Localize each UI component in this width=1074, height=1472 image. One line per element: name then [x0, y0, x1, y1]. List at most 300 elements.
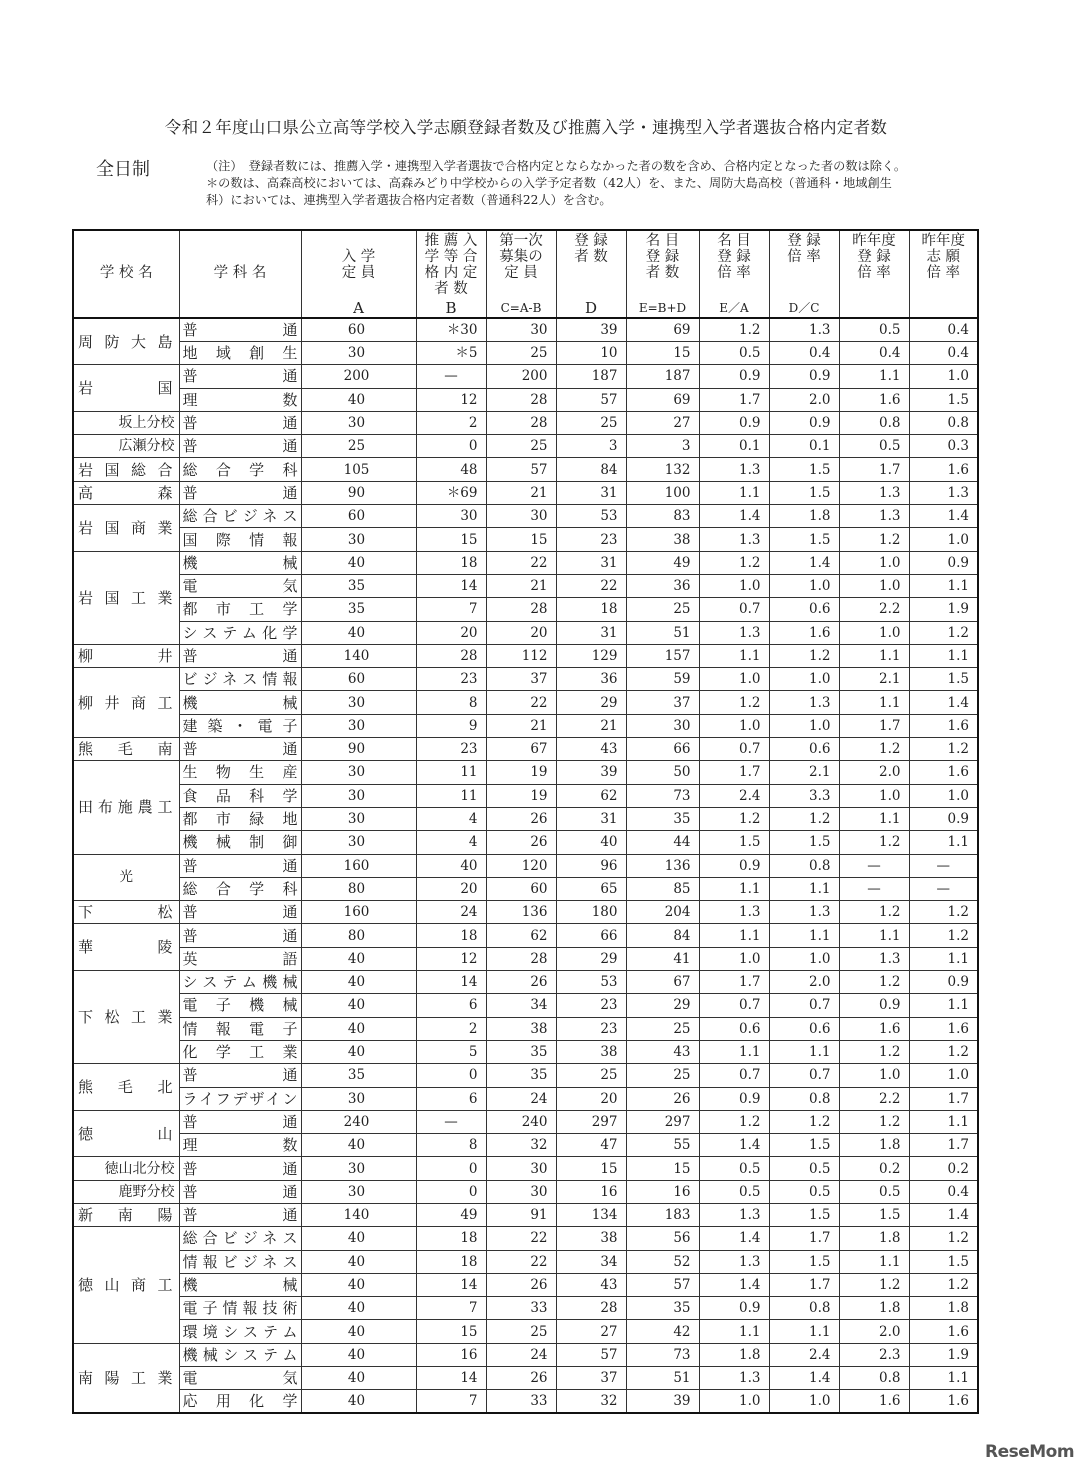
cell-value: 1.1	[909, 1110, 978, 1133]
cell-value: 36	[626, 574, 699, 597]
cell-value: 10	[556, 342, 626, 365]
cell-value: 19	[486, 761, 556, 784]
cell-value: 73	[626, 1343, 699, 1366]
cell-value: 1.7	[909, 1134, 978, 1157]
course-name: 普通	[179, 365, 301, 388]
cell-value: 1.6	[909, 1320, 978, 1343]
header-line: 学 等 合	[424, 249, 478, 265]
cell-value: 59	[626, 668, 699, 691]
cell-value: 30	[301, 691, 416, 714]
cell-value: 83	[626, 505, 699, 528]
cell-value: 7	[416, 1297, 486, 1320]
table-row	[73, 481, 978, 504]
header-line	[78, 233, 175, 249]
cell-value: 18	[556, 598, 626, 621]
cell-value: 1.3	[699, 1367, 769, 1390]
note-line: （注） 登録者数には、推薦入学・連携型入学者選抜で合格内定とならなかった者の数を含め、合格内定となった者の数は除く。	[206, 159, 907, 173]
cell-value: 28	[486, 598, 556, 621]
cell-value: 1.2	[909, 901, 978, 924]
cell-value: 240	[301, 1110, 416, 1133]
cell-value: 1.0	[699, 1390, 769, 1414]
cell-value: 21	[556, 714, 626, 737]
cell-value: 1.6	[769, 621, 839, 644]
cell-value: 240	[486, 1110, 556, 1133]
cell-value: 1.7	[699, 971, 769, 994]
cell-value: 105	[301, 458, 416, 481]
cell-value: 49	[626, 551, 699, 574]
cell-value: 1.2	[699, 318, 769, 342]
cell-value: 33	[486, 1390, 556, 1414]
cell-value: 1.0	[769, 574, 839, 597]
cell-value: 1.3	[769, 318, 839, 342]
cell-value: 47	[556, 1134, 626, 1157]
cell-value: 25	[486, 342, 556, 365]
table-row	[73, 551, 978, 574]
school-name: 光	[73, 854, 179, 901]
cell-value: 2.0	[769, 971, 839, 994]
cell-value: 0.7	[699, 1064, 769, 1087]
cell-value: 18	[416, 551, 486, 574]
column-header	[626, 230, 699, 318]
cell-value: —	[416, 1110, 486, 1133]
cell-value: 1.5	[769, 1134, 839, 1157]
cell-value: 0.8	[769, 1087, 839, 1110]
cell-value: 38	[556, 1040, 626, 1063]
cell-value: 42	[626, 1320, 699, 1343]
course-name: 普通	[179, 435, 301, 458]
cell-value: 1.1	[909, 831, 978, 854]
table-row	[73, 1390, 978, 1414]
cell-value: 69	[626, 318, 699, 342]
cell-value: 56	[626, 1227, 699, 1250]
cell-value: 1.2	[909, 924, 978, 947]
cell-value: 1.5	[909, 388, 978, 411]
cell-value: 35	[301, 598, 416, 621]
course-name: 普通	[179, 481, 301, 504]
school-name: 徳山商工	[73, 1227, 179, 1343]
cell-value: 25	[626, 598, 699, 621]
cell-value: 73	[626, 784, 699, 807]
cell-value: 136	[486, 901, 556, 924]
cell-value: 1.5	[909, 668, 978, 691]
cell-value: 33	[486, 1297, 556, 1320]
cell-value: 1.2	[839, 831, 909, 854]
table-row	[73, 668, 978, 691]
cell-value: 30	[301, 831, 416, 854]
column-header	[556, 230, 626, 318]
cell-value: 1.5	[769, 1203, 839, 1226]
cell-value: 6	[416, 994, 486, 1017]
cell-value: 67	[626, 971, 699, 994]
table-row	[73, 342, 978, 365]
table-row	[73, 877, 978, 900]
course-name: 普通	[179, 901, 301, 924]
cell-value: 0.5	[769, 1157, 839, 1180]
course-name: 機械システム	[179, 1343, 301, 1366]
cell-value: 15	[626, 1157, 699, 1180]
table-row	[73, 1064, 978, 1087]
cell-value: 66	[556, 924, 626, 947]
cell-value: 1.3	[699, 528, 769, 551]
column-header	[769, 230, 839, 318]
cell-value: 3	[626, 435, 699, 458]
cell-value: 15	[416, 1320, 486, 1343]
cell-value: 1.1	[699, 1040, 769, 1063]
cell-value: 31	[556, 551, 626, 574]
cell-value: 2.4	[769, 1343, 839, 1366]
course-name: 都市工学	[179, 598, 301, 621]
cell-value: 0.5	[769, 1180, 839, 1203]
cell-value: 34	[486, 994, 556, 1017]
cell-value: 1.1	[769, 877, 839, 900]
cell-value: 66	[626, 738, 699, 761]
header-row	[73, 230, 978, 318]
school-name: 南陽工業	[73, 1343, 179, 1413]
table-row	[73, 1087, 978, 1110]
cell-value: 160	[301, 901, 416, 924]
cell-value: 25	[626, 1064, 699, 1087]
cell-value: 21	[486, 481, 556, 504]
school-name: 下松工業	[73, 971, 179, 1064]
cell-value: 40	[301, 1297, 416, 1320]
cell-value: 35	[626, 807, 699, 830]
cell-value: 187	[626, 365, 699, 388]
table-row	[73, 318, 978, 342]
cell-value: 1.2	[699, 551, 769, 574]
cell-value: 1.1	[769, 1320, 839, 1343]
cell-value: 0.7	[699, 598, 769, 621]
course-name: 都市緑地	[179, 807, 301, 830]
course-name: 総合学科	[179, 877, 301, 900]
cell-value: 7	[416, 1390, 486, 1414]
cell-value: 50	[626, 761, 699, 784]
cell-value: 1.2	[909, 1273, 978, 1296]
cell-value: 2.0	[839, 1320, 909, 1343]
cell-value: 0.5	[699, 1157, 769, 1180]
course-name: ライフデザイン	[179, 1087, 301, 1110]
cell-value: 29	[556, 947, 626, 970]
cell-value: 7	[416, 598, 486, 621]
cell-value: 26	[486, 831, 556, 854]
cell-value: 16	[626, 1180, 699, 1203]
cell-value: 35	[626, 1297, 699, 1320]
course-name: 機械	[179, 551, 301, 574]
cell-value: ＊30	[416, 318, 486, 342]
cell-value: 0.1	[769, 435, 839, 458]
cell-value: 0.4	[839, 342, 909, 365]
cell-value: 200	[486, 365, 556, 388]
cell-value: 0.4	[769, 342, 839, 365]
cell-value: 1.8	[839, 1134, 909, 1157]
course-name: システム化学	[179, 621, 301, 644]
cell-value: 21	[486, 574, 556, 597]
course-name: 電子情報技術	[179, 1297, 301, 1320]
cell-value: 28	[416, 644, 486, 667]
cell-value: 8	[416, 691, 486, 714]
school-name: 柳井	[73, 644, 179, 667]
cell-value: 85	[626, 877, 699, 900]
header-formula: E／A	[719, 301, 749, 315]
cell-value: 2	[416, 411, 486, 434]
table-row	[73, 1134, 978, 1157]
cell-value: 30	[301, 411, 416, 434]
cell-value: 1.1	[839, 365, 909, 388]
header-formula: E=B+D	[638, 301, 687, 315]
cell-value: 1.0	[699, 714, 769, 737]
cell-value: 0.9	[769, 365, 839, 388]
course-name: 普通	[179, 1110, 301, 1133]
cell-value: 31	[556, 807, 626, 830]
school-name: 岩国商業	[73, 505, 179, 552]
cell-value: 25	[301, 435, 416, 458]
cell-value: 80	[301, 924, 416, 947]
cell-value: 30	[626, 714, 699, 737]
cell-value: 1.0	[909, 528, 978, 551]
cell-value: 12	[416, 947, 486, 970]
cell-value: 1.1	[839, 924, 909, 947]
cell-value: 0.9	[699, 1297, 769, 1320]
header-formula: A	[353, 299, 364, 317]
school-name: 岩国工業	[73, 551, 179, 644]
table-row	[73, 1250, 978, 1273]
course-name: 機械制御	[179, 831, 301, 854]
table-row	[73, 505, 978, 528]
cell-value: 0.2	[909, 1157, 978, 1180]
cell-value: 16	[416, 1343, 486, 1366]
header-line	[184, 233, 297, 249]
cell-value: 37	[626, 691, 699, 714]
cell-value: 0.6	[769, 1017, 839, 1040]
school-name: 柳井商工	[73, 668, 179, 738]
cell-value: 0.5	[839, 1180, 909, 1203]
cell-value: 1.9	[909, 1343, 978, 1366]
cell-value: 1.4	[769, 551, 839, 574]
cell-value: 25	[556, 411, 626, 434]
column-header	[179, 230, 301, 318]
cell-value: 1.5	[769, 481, 839, 504]
cell-value: 0	[416, 435, 486, 458]
cell-value: 2.0	[769, 388, 839, 411]
cell-value: 5	[416, 1040, 486, 1063]
cell-value: 1.7	[769, 1273, 839, 1296]
cell-value: 14	[416, 971, 486, 994]
cell-value: 1.2	[909, 1227, 978, 1250]
header-line: 学 校 名	[99, 265, 153, 281]
header-formula: D	[584, 299, 598, 317]
cell-value: 1.6	[909, 1017, 978, 1040]
course-name: 食品科学	[179, 784, 301, 807]
cell-value: 30	[301, 807, 416, 830]
cell-value: 29	[556, 691, 626, 714]
cell-value: 1.5	[769, 831, 839, 854]
cell-value: 40	[301, 1273, 416, 1296]
cell-value: 1.1	[699, 481, 769, 504]
cell-value: 1.0	[769, 1390, 839, 1414]
cell-value: 1.1	[839, 691, 909, 714]
cell-value: 1.5	[699, 831, 769, 854]
course-name: 普通	[179, 854, 301, 877]
cell-value: 1.1	[699, 877, 769, 900]
cell-value: 1.1	[839, 1250, 909, 1273]
cell-value: 28	[486, 411, 556, 434]
table-row	[73, 435, 978, 458]
cell-value: 15	[556, 1157, 626, 1180]
course-name: 普通	[179, 738, 301, 761]
cell-value: 0.8	[769, 1297, 839, 1320]
cell-value: 0	[416, 1064, 486, 1087]
cell-value: 21	[486, 714, 556, 737]
cell-value: 1.5	[769, 1250, 839, 1273]
cell-value: 32	[486, 1134, 556, 1157]
cell-value: 1.2	[839, 528, 909, 551]
cell-value: 6	[416, 1087, 486, 1110]
cell-value: 1.0	[839, 574, 909, 597]
cell-value: 1.1	[699, 1320, 769, 1343]
cell-value: 1.8	[699, 1343, 769, 1366]
cell-value: 0.9	[699, 411, 769, 434]
cell-value: 2.4	[699, 784, 769, 807]
table-row	[73, 598, 978, 621]
cell-value: 22	[486, 551, 556, 574]
cell-value: 9	[416, 714, 486, 737]
column-header	[73, 230, 179, 318]
cell-value: 51	[626, 1367, 699, 1390]
cell-value: 40	[301, 551, 416, 574]
course-name: 機械	[179, 691, 301, 714]
cell-value: 1.3	[839, 481, 909, 504]
cell-value: 1.7	[769, 1227, 839, 1250]
course-name: 理数	[179, 1134, 301, 1157]
course-name: 電子機械	[179, 994, 301, 1017]
cell-value: 0.5	[839, 318, 909, 342]
cell-value: 0.9	[839, 994, 909, 1017]
cell-value: 297	[556, 1110, 626, 1133]
cell-value: 0.7	[769, 994, 839, 1017]
cell-value: 1.0	[839, 551, 909, 574]
cell-value: 43	[556, 738, 626, 761]
cell-value: 1.3	[699, 1250, 769, 1273]
course-name: 環境システム	[179, 1320, 301, 1343]
column-header	[416, 230, 486, 318]
header-line: 昨年度	[921, 233, 965, 249]
cell-value: 15	[486, 528, 556, 551]
header-line: 名 目	[645, 233, 680, 249]
cell-value: 23	[416, 668, 486, 691]
cell-value: 0.2	[839, 1157, 909, 1180]
cell-value: 204	[626, 901, 699, 924]
cell-value: 0.6	[769, 738, 839, 761]
school-name: 華陵	[73, 924, 179, 971]
cell-value: 41	[626, 947, 699, 970]
cell-value: 1.9	[909, 598, 978, 621]
cell-value: 40	[301, 1017, 416, 1040]
school-name: 岩国総合	[73, 458, 179, 481]
header-line: 倍 率	[717, 265, 751, 281]
cell-value: 0.9	[699, 1087, 769, 1110]
cell-value: 38	[556, 1227, 626, 1250]
cell-value: 1.5	[909, 1250, 978, 1273]
school-name: 徳山北分校	[73, 1157, 179, 1180]
cell-value: 1.3	[699, 621, 769, 644]
table-row	[73, 947, 978, 970]
cell-value: 31	[556, 481, 626, 504]
header-line: 登 録	[717, 249, 751, 265]
cell-value: 1.2	[699, 1110, 769, 1133]
course-name: 地域創生	[179, 342, 301, 365]
cell-value: 30	[301, 1157, 416, 1180]
cell-value: 32	[556, 1390, 626, 1414]
header-line: 第一次	[499, 233, 543, 249]
cell-value: 1.2	[839, 1110, 909, 1133]
cell-value: 29	[626, 994, 699, 1017]
table-row	[73, 644, 978, 667]
cell-value: 30	[301, 528, 416, 551]
cell-value: 23	[416, 738, 486, 761]
header-line	[78, 249, 175, 265]
school-name: 熊毛南	[73, 738, 179, 761]
cell-value: 39	[556, 318, 626, 342]
table-row	[73, 924, 978, 947]
cell-value: 39	[626, 1390, 699, 1414]
cell-value: 20	[416, 621, 486, 644]
cell-value: 157	[626, 644, 699, 667]
cell-value: 35	[486, 1064, 556, 1087]
cell-value: 40	[301, 1250, 416, 1273]
cell-value: 40	[301, 1343, 416, 1366]
header-line: 者 数	[434, 281, 468, 297]
cell-value: 1.3	[699, 458, 769, 481]
cell-value: 30	[301, 1087, 416, 1110]
header-line	[306, 233, 412, 249]
cell-value: 1.0	[699, 574, 769, 597]
cell-value: 55	[626, 1134, 699, 1157]
cell-value: 24	[486, 1343, 556, 1366]
course-name: 普通	[179, 1064, 301, 1087]
cell-value: 40	[301, 388, 416, 411]
course-name: 普通	[179, 411, 301, 434]
cell-value: 0.7	[699, 994, 769, 1017]
header-line: 格 内 定	[424, 265, 478, 281]
table-row	[73, 1297, 978, 1320]
cell-value: 1.3	[839, 505, 909, 528]
table-row	[73, 1367, 978, 1390]
cell-value: 1.0	[839, 1064, 909, 1087]
course-name: 情報電子	[179, 1017, 301, 1040]
cell-value: 0.4	[909, 342, 978, 365]
cell-value: 1.2	[699, 807, 769, 830]
cell-value: 18	[416, 1227, 486, 1250]
cell-value: 1.8	[909, 1297, 978, 1320]
cell-value: 1.5	[839, 1203, 909, 1226]
cell-value: 37	[556, 1367, 626, 1390]
cell-value: 3	[556, 435, 626, 458]
cell-value: 8	[416, 1134, 486, 1157]
cell-value: 1.1	[839, 807, 909, 830]
table-row	[73, 458, 978, 481]
cell-value: 1.2	[909, 1040, 978, 1063]
table-row	[73, 365, 978, 388]
document-title: 令和２年度山口県公立高等学校入学志願登録者数及び推薦入学・連携型入学者選抜合格内定者数	[164, 118, 888, 137]
header-formula: C=A-B	[500, 301, 542, 315]
cell-value: 1.3	[839, 947, 909, 970]
course-name: 情報ビジネス	[179, 1250, 301, 1273]
course-name: 国際情報	[179, 528, 301, 551]
table-row	[73, 1343, 978, 1366]
header-line: 推 薦 入	[424, 233, 478, 249]
cell-value: 23	[556, 994, 626, 1017]
cell-value: 40	[301, 1227, 416, 1250]
cell-value: 60	[301, 505, 416, 528]
